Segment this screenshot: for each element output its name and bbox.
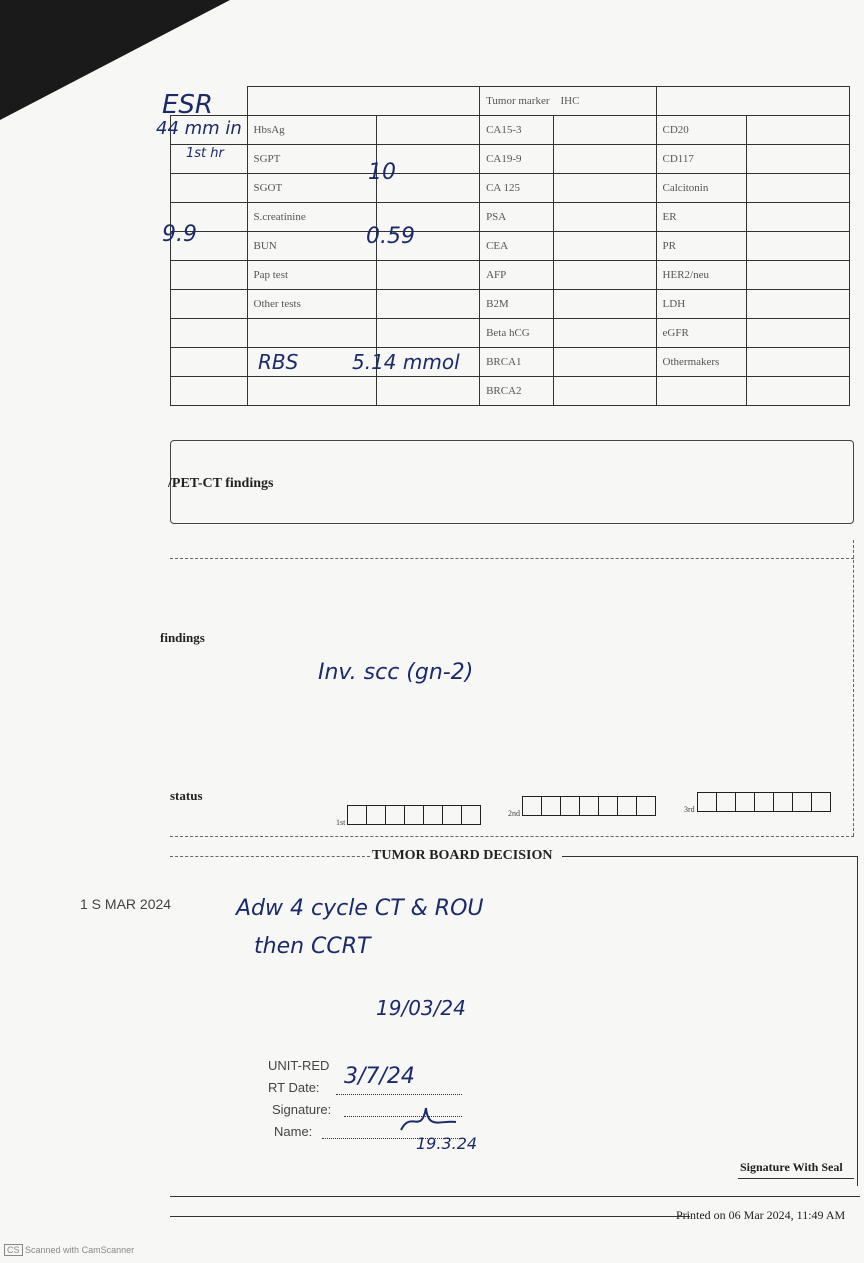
rbs-label: RBS bbox=[258, 350, 299, 374]
esr-label: ESR bbox=[162, 90, 213, 120]
unit-stamp: UNIT-RED bbox=[268, 1058, 330, 1073]
box-group-2: 2nd bbox=[508, 796, 656, 818]
status-label: status bbox=[170, 788, 203, 803]
rt-date-value: 3/7/24 bbox=[344, 1064, 415, 1089]
tb-border-right bbox=[857, 856, 858, 1186]
scan-findings-label: /PET-CT findings bbox=[168, 476, 274, 491]
signature-with-seal: Signature With Seal bbox=[740, 1160, 843, 1174]
tumor-marker-header: Tumor marker IHC bbox=[480, 87, 656, 116]
seal-underline bbox=[738, 1178, 854, 1179]
box-group-3: 3rd bbox=[684, 792, 831, 814]
rt-date-line bbox=[336, 1094, 462, 1095]
dashed-border-right bbox=[853, 540, 854, 836]
test-label: HbsAg bbox=[247, 116, 377, 145]
tb-line-right bbox=[562, 856, 858, 857]
decision-line-2: then CCRT bbox=[254, 934, 371, 959]
decision-line-1: Adw 4 cycle CT & ROU bbox=[236, 896, 484, 921]
scanner-watermark: CS Scanned with CamScanner bbox=[4, 1244, 134, 1256]
lab-tests-table: Tumor marker IHC HbsAg CA15-3 CD20 SGPT CA19-9 CD117 SGOT CA 125 Calcitonin S.creatinine PSA ER BUN CEA PR Pap test AFP HER2/neu Other tests B2M LDH Beta hCG eGFR BRCA1 Othermakers BRCA2 bbox=[170, 86, 850, 406]
footer-line-2 bbox=[170, 1216, 690, 1217]
sgpt-value: 10 bbox=[368, 160, 396, 185]
received-stamp-date: 1 S MAR 2024 bbox=[80, 896, 172, 912]
dashed-divider-bottom bbox=[170, 836, 854, 837]
signature-label: Signature: bbox=[272, 1102, 332, 1117]
tb-dashed-left bbox=[170, 856, 370, 857]
histopath-finding: Inv. scc (gn-2) bbox=[318, 660, 474, 685]
printed-on: Printed on 06 Mar 2024, 11:49 AM bbox=[676, 1208, 846, 1222]
esr-value: 44 mm in bbox=[156, 118, 242, 139]
hb-value: 9.9 bbox=[162, 222, 197, 247]
esr-unit: 1st hr bbox=[186, 146, 224, 161]
dashed-divider bbox=[170, 558, 854, 559]
decision-date: 19/03/24 bbox=[376, 996, 466, 1020]
box-group-1: 1st bbox=[336, 805, 481, 827]
findings-label: findings bbox=[160, 630, 205, 645]
name-label: Name: bbox=[274, 1124, 313, 1139]
creatinine-value: 0.59 bbox=[366, 224, 415, 249]
signature-date: 19.3.24 bbox=[416, 1134, 478, 1153]
scanner-logo-icon: CS bbox=[4, 1244, 23, 1256]
rbs-value: 5.14 mmol bbox=[352, 350, 460, 374]
footer-line-1 bbox=[170, 1196, 860, 1197]
rt-date-label: RT Date: bbox=[268, 1080, 320, 1095]
tumor-board-title: TUMOR BOARD DECISION bbox=[372, 848, 553, 863]
